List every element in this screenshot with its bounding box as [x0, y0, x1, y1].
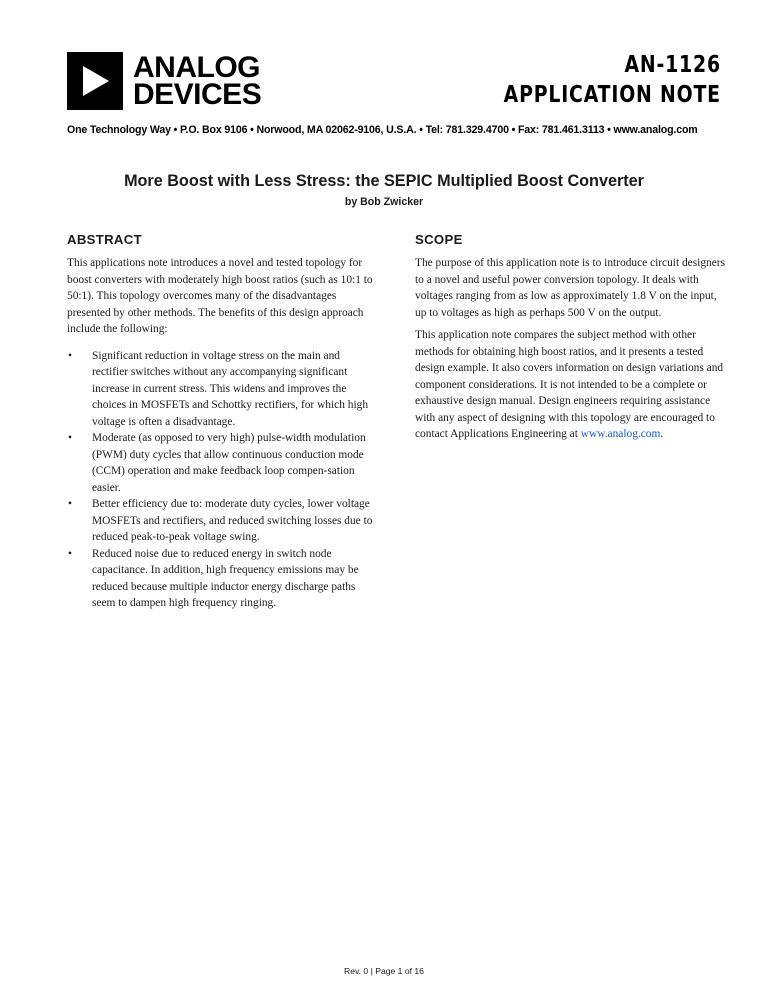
company-logo [67, 52, 261, 110]
analog-website-link[interactable]: www.analog.com [580, 428, 661, 440]
doc-number: AN-1126 [624, 52, 721, 78]
company-address: One Technology Way • P.O. Box 9106 • Norwood, MA 02062-9106, U.S.A. • Tel: 781.329.4700 • Fax: 781.461.3113 • www.analog.com [67, 124, 698, 136]
logo-wordmark [133, 51, 262, 111]
list-item-text: Significant reduction in voltage stress on the main and rectifier switches without any accompanying significant increase in current stress. This widens and improves the choices in MOSFETs and Schottky rectifiers, for which high voltage is often a disadvantage. [92, 349, 369, 428]
list-item [67, 348, 377, 431]
abstract-section [67, 232, 377, 612]
scope-paragraph-1: The purpose of this application note is to introduce circuit designers to a novel and useful power conversion topology. It deals with voltages ranging from as low as approximately 1.8 V on the input, up to voltages as high as perhaps 500 V on the output. [415, 257, 725, 319]
bullet-icon: • [68, 547, 72, 560]
list-item [67, 430, 377, 496]
logo-line-2: DEVICES [133, 78, 262, 111]
abstract-heading: ABSTRACT [67, 232, 142, 247]
scope-paragraph-2-end: . [660, 428, 664, 440]
bullet-icon: • [68, 349, 72, 362]
page-footer: Rev. 0 | Page 1 of 16 [344, 966, 424, 976]
doc-type: APPLICATION NOTE [503, 82, 721, 108]
logo-triangle-icon [67, 52, 123, 110]
scope-section [415, 232, 725, 449]
list-item-text: Moderate (as opposed to very high) pulse-width modulation (PWM) duty cycles that allow continuous conduction mode (CCM) operation and make feedback loop compen-sation easier. [92, 432, 366, 494]
bullet-icon: • [68, 432, 72, 444]
list-item [67, 496, 377, 546]
abstract-intro: This applications note introduces a novel and tested topology for boost converters with moderately high boost ratios (such as 10:1 to 50:1). This topology overcomes many of the disadvantages presented by other methods. The benefits of this design approach include the following: [67, 257, 373, 335]
bullet-icon: • [68, 498, 72, 510]
list-item-text: Better efficiency due to: moderate duty cycles, lower voltage MOSFETs and rectifiers, and reduced switching losses due to reduced peak-to-peak voltage swing. [92, 498, 373, 543]
scope-paragraph-2-text: This application note compares the subject method with other methods for obtaining high boost ratios, and it presents a tested design example. It also covers information on design variations and component considerations. It is not intended to be a complete or exhaustive design manual. Design engineers requiring assistance with any aspect of designing with this topology are encouraged to contact Applications Engineering at [415, 329, 724, 440]
author-byline: by Bob Zwicker [344, 196, 424, 208]
benefits-list [67, 348, 377, 612]
list-item [67, 546, 377, 612]
document-id [504, 50, 721, 110]
list-item-text: Reduced noise due to reduced energy in switch node capacitance. In addition, high frequency emissions may be reduced because multiple inductor energy discharge paths seem to dampen high frequency ringing. [92, 547, 359, 609]
scope-heading: SCOPE [415, 232, 463, 247]
scope-paragraph-2 [415, 327, 725, 443]
logo-line-1: ANALOG [133, 51, 260, 84]
page-title: More Boost with Less Stress: the SEPIC Multiplied Boost Converter [124, 172, 644, 190]
